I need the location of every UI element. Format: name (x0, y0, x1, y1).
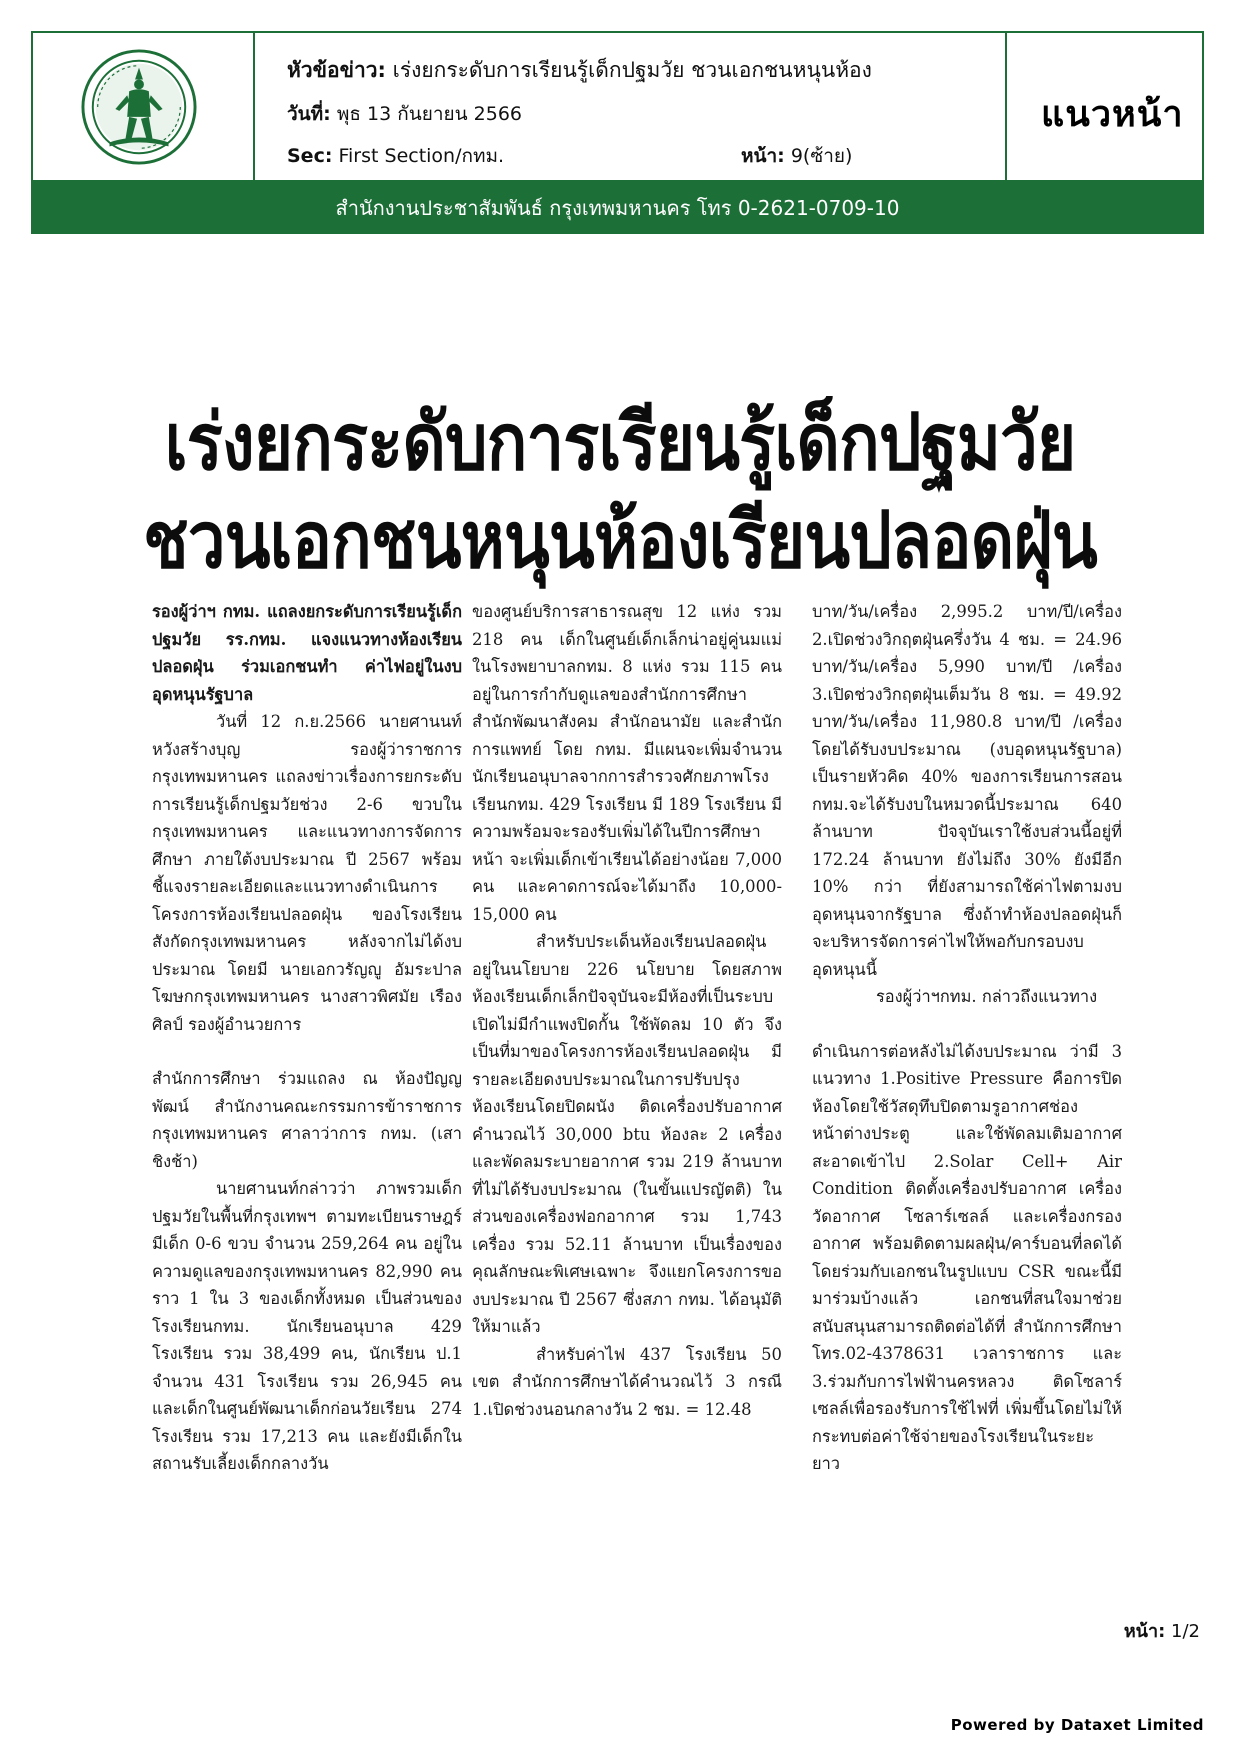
publication-cell (1007, 33, 1202, 180)
section-row (287, 141, 504, 171)
date-label: วันที่: (287, 103, 331, 125)
headline-line-1: เร่งยกระดับการเรียนรู้เด็กปฐมวัย (164, 398, 1076, 488)
publication-name: แนวหน้า (1041, 94, 1184, 135)
article-lead: รองผู้ว่าฯ กทม. แถลงยกระดับการเรียนรู้เด็กปฐมวัย รร.กทม. แจงแนวทางห้องเรียนปลอดฝุ่น ร่วมเอกชนทำ ค่าไฟอยู่ในงบอุดหนุนรัฐบาล (152, 602, 462, 704)
article-column-2 (472, 598, 782, 1423)
paragraph: สำนักการศึกษา ร่วมแถลง ณ ห้องปัญญพัฒน์ สำนักงานคณะกรรมการข้าราชการกรุงเทพมหานคร ศาลาว่าการ กทม. (เสาชิงช้า) (152, 1069, 462, 1171)
paragraph: รองผู้ว่าฯกทม. กล่าวถึงแนวทาง (876, 987, 1098, 1006)
paragraph: สำหรับค่าไฟ 437 โรงเรียน 50 เขต สำนักการศึกษาได้คำนวณไว้ 3 กรณี 1.เปิดช่วงนอนกลางวัน 2 ชม. = 12.48 (472, 1344, 782, 1419)
page-number (1124, 1616, 1200, 1645)
paragraph: นายศานนท์กล่าวว่า ภาพรวมเด็กปฐมวัยในพื้นที่กรุงเทพฯ ตามทะเบียนราษฎร์มีเด็ก 0-6 ขวบ จำนวน 259,264 คน อยู่ในความดูแลของกรุงเทพมหานคร 82,990 คน ราว 1 ใน 3 ของเด็กทั้งหมด เป็นส่วนของโรงเรียนกทม. นักเรียนอนุบาล 429 โรงเรียน รวม 38,499 คน, นักเรียน ป.1 จำนวน 431 โรงเรียน รวม 26,945 คน และเด็กในศูนย์พัฒนาเด็กก่อนวัยเรียน 274 โรงเรียน รวม 17,213 คน และยังมีเด็กในสถานรับเลี้ยงเด็กกลางวัน (152, 1179, 462, 1473)
clipping-header (31, 31, 1204, 234)
paragraph: วันที่ 12 ก.ย.2566 นายศานนท์ หวังสร้างบุญ รองผู้ว่าราชการกรุงเทพมหานคร แถลงข่าวเรื่องการยกระดับการเรียนรู้เด็กปฐมวัยช่วง 2-6 ขวบในกรุงเทพมหานคร และแนวทางการจัดการศึกษา ภายใต้งบประมาณ ปี 2567 พร้อมชี้แจงรายละเอียดและแนวทางดำเนินการโครงการห้องเรียนปลอดฝุ่น ของโรงเรียนสังกัดกรุงเทพมหานคร หลังจากไม่ได้งบประมาณ โดยมี นายเอกวรัญญู อัมระปาล โฆษกกรุงเทพมหานคร นางสาวพิศมัย เรืองศิลป์ รองผู้อำนวยการ (152, 712, 462, 1034)
headline-line-2: ชวนเอกชนหนุนห้องเรียนปลอดฝุ่น (143, 496, 1097, 586)
paragraph: ของศูนย์บริการสาธารณสุข 12 แห่ง รวม 218 คน เด็กในศูนย์เด็กเล็กน่าอยู่คู่นมแม่ ในโรงพยาบาลกทม. 8 แห่ง รวม 115 คน อยู่ในการกำกับดูแลของสำนักการศึกษา สำนักพัฒนาสังคม สำนักอนามัย และสำนักการแพทย์ โดย กทม. มีแผนจะเพิ่มจำนวนนักเรียนอนุบาลจากการสำรวจศักยภาพโรงเรียนกทม. 429 โรงเรียน มี 189 โรงเรียน มีความพร้อมจะรองรับเพิ่มได้ในปีการศึกษาหน้า จะเพิ่มเด็กเข้าเรียนได้อย่างน้อย 7,000 คน และคาดการณ์จะได้มาถึง 10,000-15,000 คน (472, 602, 782, 924)
paragraph: ดำเนินการต่อหลังไม่ได้งบประมาณ ว่ามี 3 แนวทาง 1.Positive Pressure คือการปิดห้องโดยใช้วัสดุทึบปิดตามรูอากาศช่องหน้าต่างประตู และใช้พัดลมเติมอากาศสะอาดเข้าไป 2.Solar Cell+ Air Condition ติดตั้งเครื่องปรับอากาศ เครื่องวัดอากาศ โซลาร์เซลล์ และเครื่องกรองอากาศ พร้อมติดตามผลฝุ่น/คาร์บอนที่ลดได้ โดยร่วมกับเอกชนในรูปแบบ CSR ขณะนี้มีมาร่วมบ้างแล้ว เอกชนที่สนใจมาช่วยสนับสนุนสามารถติดต่อได้ที่ สำนักการศึกษา โทร.02-4378631 เวลาราชการ และ 3.ร่วมกับการไฟฟ้านครหลวง ติดโซลาร์เซลล์เพื่อรองรับการใช้ไฟที่ เพิ่มขึ้นโดยไม่ให้กระทบต่อค่าใช้จ่ายของโรงเรียนในระยะยาว (812, 1041, 1122, 1473)
page-number-value: 1/2 (1171, 1621, 1200, 1642)
sec-label: Sec: (287, 145, 333, 167)
logo-cell (33, 33, 255, 180)
page-row (741, 141, 852, 171)
headline-row (287, 54, 999, 87)
title-label: หัวข้อข่าว: (287, 58, 386, 82)
date-value: พุธ 13 กันยายน 2566 (336, 103, 523, 125)
powered-by-credit: Powered by Dataxet Limited (950, 1716, 1204, 1734)
article-column-1 (152, 598, 462, 1478)
page-value: 9(ซ้าย) (790, 145, 853, 167)
paragraph: สำหรับประเด็นห้องเรียนปลอดฝุ่นอยู่ในนโยบาย 226 นโยบาย โดยสภาพห้องเรียนเด็กเล็กปัจจุบันจะมีห้องที่เป็นระบบเปิดไม่มีกำแพงปิดกั้น ใช้พัดลม 10 ตัว จึงเป็นที่มาของโครงการห้องเรียนปลอดฝุ่น มีรายละเอียดงบประมาณในการปรับปรุงห้องเรียนโดยปิดผนัง ติดเครื่องปรับอากาศ คำนวณไว้ 30,000 btu ห้องละ 2 เครื่อง และพัดลมระบายอากาศ รวม 219 ล้านบาท ที่ไม่ได้รับงบประมาณ (ในขั้นแปรญัตติ) ในส่วนของเครื่องฟอกอากาศ รวม 1,743 เครื่อง รวม 52.11 ล้านบาท เป็นเรื่องของคุณลักษณะพิเศษเฉพาะ จึงแยกโครงการขอ งบประมาณ ปี 2567 ซึ่งสภา กทม. ได้อนุมัติให้มาแล้ว (472, 932, 782, 1336)
header-box (31, 31, 1204, 182)
header-info-cell (255, 33, 1007, 180)
date-row (287, 99, 522, 129)
pr-office-bar: สำนักงานประชาสัมพันธ์ กรุงเทพมหานคร โทร 0-2621-0709-10 (31, 182, 1204, 234)
page-number-label: หน้า: (1123, 1621, 1166, 1642)
article-column-3 (812, 598, 1122, 1478)
page-label: หน้า: (741, 145, 785, 167)
bangkok-seal-logo-icon (80, 48, 198, 166)
title-value: เร่งยกระดับการเรียนรู้เด็กปฐมวัย ชวนเอกชนหนุนห้อง (392, 58, 872, 82)
sec-value: First Section/กทม. (338, 145, 505, 167)
paragraph: บาท/วัน/เครื่อง 2,995.2 บาท/ปี/เครื่อง 2.เปิดช่วงวิกฤตฝุ่นครึ่งวัน 4 ชม. = 24.96 บาท/วัน/เครื่อง 5,990 บาท/ปี /เครื่อง 3.เปิดช่วงวิกฤตฝุ่นเต็มวัน 8 ชม. = 49.92 บาท/วัน/เครื่อง 11,980.8 บาท/ปี /เครื่อง โดยได้รับงบประมาณ (งบอุดหนุนรัฐบาล) เป็นรายหัวคิด 40% ของการเรียนการสอน กทม.จะได้รับงบในหมวดนี้ประมาณ 640 ล้านบาท ปัจจุบันเราใช้งบส่วนนี้อยู่ที่ 172.24 ล้านบาท ยังไม่ถึง 30% ยังมีอีก 10% กว่า ที่ยังสามารถใช้ค่าไฟตามงบอุดหนุนจากรัฐบาล ซึ่งถ้าทำห้องปลอดฝุ่นก็จะบริหารจัดการค่าไฟให้พอกับกรอบงบอุดหนุนนี้ (812, 602, 1122, 979)
